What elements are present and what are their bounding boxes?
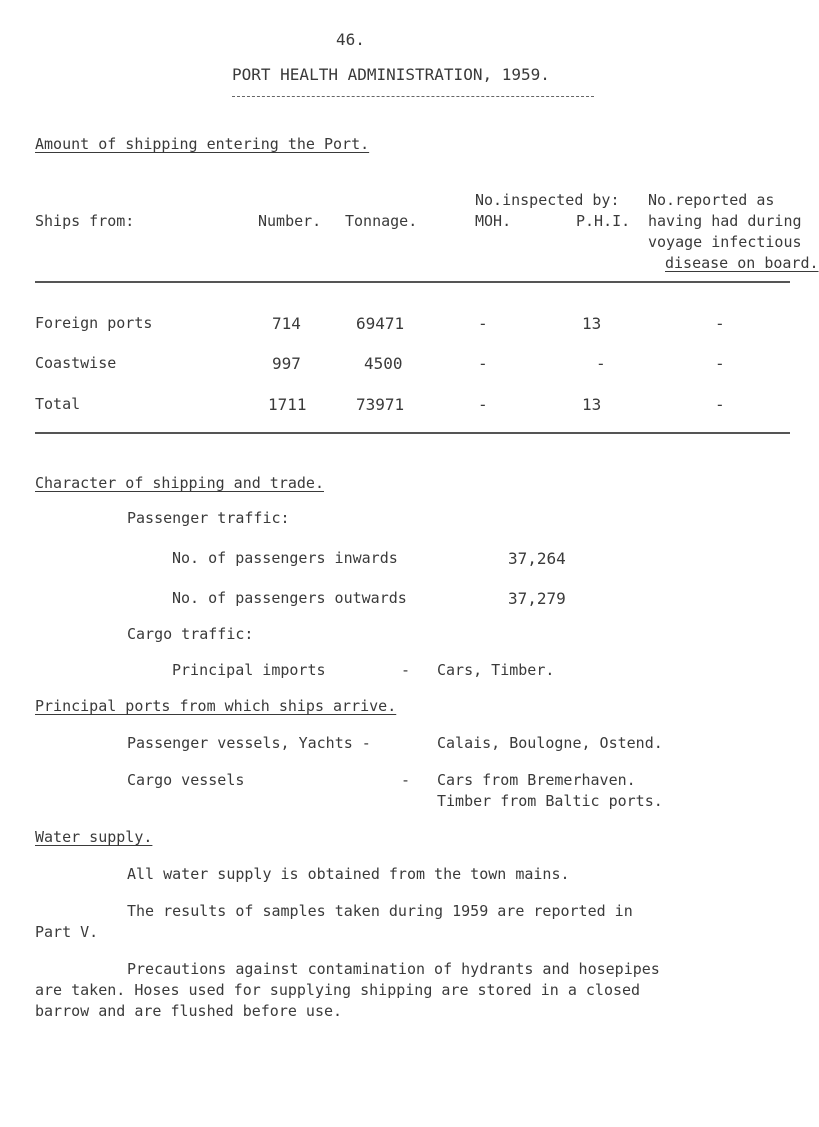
row-reported: - bbox=[715, 395, 725, 414]
cargo-vessels-value-line2: Timber from Baltic ports. bbox=[437, 792, 663, 810]
table-bottom-rule bbox=[35, 432, 790, 434]
col-header-reported-line2: having had during bbox=[648, 212, 802, 230]
ports-heading: Principal ports from which ships arrive. bbox=[35, 697, 397, 715]
col-header-inspected: No.inspected by: bbox=[475, 191, 620, 209]
title-dashed-underline bbox=[232, 96, 594, 97]
row-moh: - bbox=[478, 395, 488, 414]
passenger-vessels-value: Calais, Boulogne, Ostend. bbox=[437, 734, 663, 752]
row-moh: - bbox=[478, 314, 488, 333]
outwards-value: 37,279 bbox=[508, 589, 566, 608]
col-header-ships-from: Ships from: bbox=[35, 212, 135, 230]
cargo-vessels-value-line1: Cars from Bremerhaven. bbox=[437, 771, 636, 789]
cargo-traffic-label: Cargo traffic: bbox=[127, 625, 254, 643]
page-number: 46. bbox=[336, 30, 365, 49]
inwards-value: 37,264 bbox=[508, 549, 566, 568]
row-phi: - bbox=[596, 354, 606, 373]
water-para2-line1: The results of samples taken during 1959 are reported in bbox=[127, 902, 633, 920]
row-moh: - bbox=[478, 354, 488, 373]
principal-imports-label: Principal imports bbox=[172, 661, 326, 679]
water-para3-line3: barrow and are flushed before use. bbox=[35, 1002, 343, 1020]
col-header-moh: MOH. bbox=[475, 212, 512, 230]
col-header-reported-line3: voyage infectious bbox=[648, 233, 802, 251]
water-para3-line1: Precautions against contamination of hydrants and hosepipes bbox=[127, 960, 660, 978]
col-header-tonnage: Tonnage. bbox=[345, 212, 418, 230]
water-para1: All water supply is obtained from the town mains. bbox=[127, 865, 570, 883]
col-header-reported-line1: No.reported as bbox=[648, 191, 775, 209]
row-reported: - bbox=[715, 314, 725, 333]
character-heading: Character of shipping and trade. bbox=[35, 474, 324, 492]
row-label: Coastwise bbox=[35, 354, 117, 372]
row-label: Foreign ports bbox=[35, 314, 153, 332]
row-phi: 13 bbox=[582, 314, 602, 333]
cargo-vessels-dash: - bbox=[401, 771, 411, 789]
passenger-vessels-label: Passenger vessels, Yachts - bbox=[127, 734, 371, 752]
row-number: 714 bbox=[272, 314, 301, 333]
row-tonnage: 69471 bbox=[356, 314, 405, 333]
principal-imports-dash: - bbox=[401, 661, 411, 679]
row-label: Total bbox=[35, 395, 81, 413]
outwards-label: No. of passengers outwards bbox=[172, 589, 407, 607]
col-header-phi: P.H.I. bbox=[576, 212, 631, 230]
row-number: 997 bbox=[272, 354, 301, 373]
col-header-reported-line4: disease on board. bbox=[665, 254, 819, 272]
water-para2-line2: Part V. bbox=[35, 923, 99, 941]
table-top-rule bbox=[35, 281, 790, 283]
water-heading: Water supply. bbox=[35, 828, 153, 846]
row-phi: 13 bbox=[582, 395, 602, 414]
row-number: 1711 bbox=[268, 395, 307, 414]
water-para3-line2: are taken. Hoses used for supplying shipping are stored in a closed bbox=[35, 981, 641, 999]
row-reported: - bbox=[715, 354, 725, 373]
inwards-label: No. of passengers inwards bbox=[172, 549, 398, 567]
row-tonnage: 73971 bbox=[356, 395, 405, 414]
col-header-number: Number. bbox=[258, 212, 322, 230]
passenger-traffic-label: Passenger traffic: bbox=[127, 509, 290, 527]
principal-imports-value: Cars, Timber. bbox=[437, 661, 555, 679]
page-title: PORT HEALTH ADMINISTRATION, 1959. bbox=[232, 65, 550, 84]
amount-heading: Amount of shipping entering the Port. bbox=[35, 135, 370, 153]
row-tonnage: 4500 bbox=[364, 354, 403, 373]
cargo-vessels-label: Cargo vessels bbox=[127, 771, 245, 789]
